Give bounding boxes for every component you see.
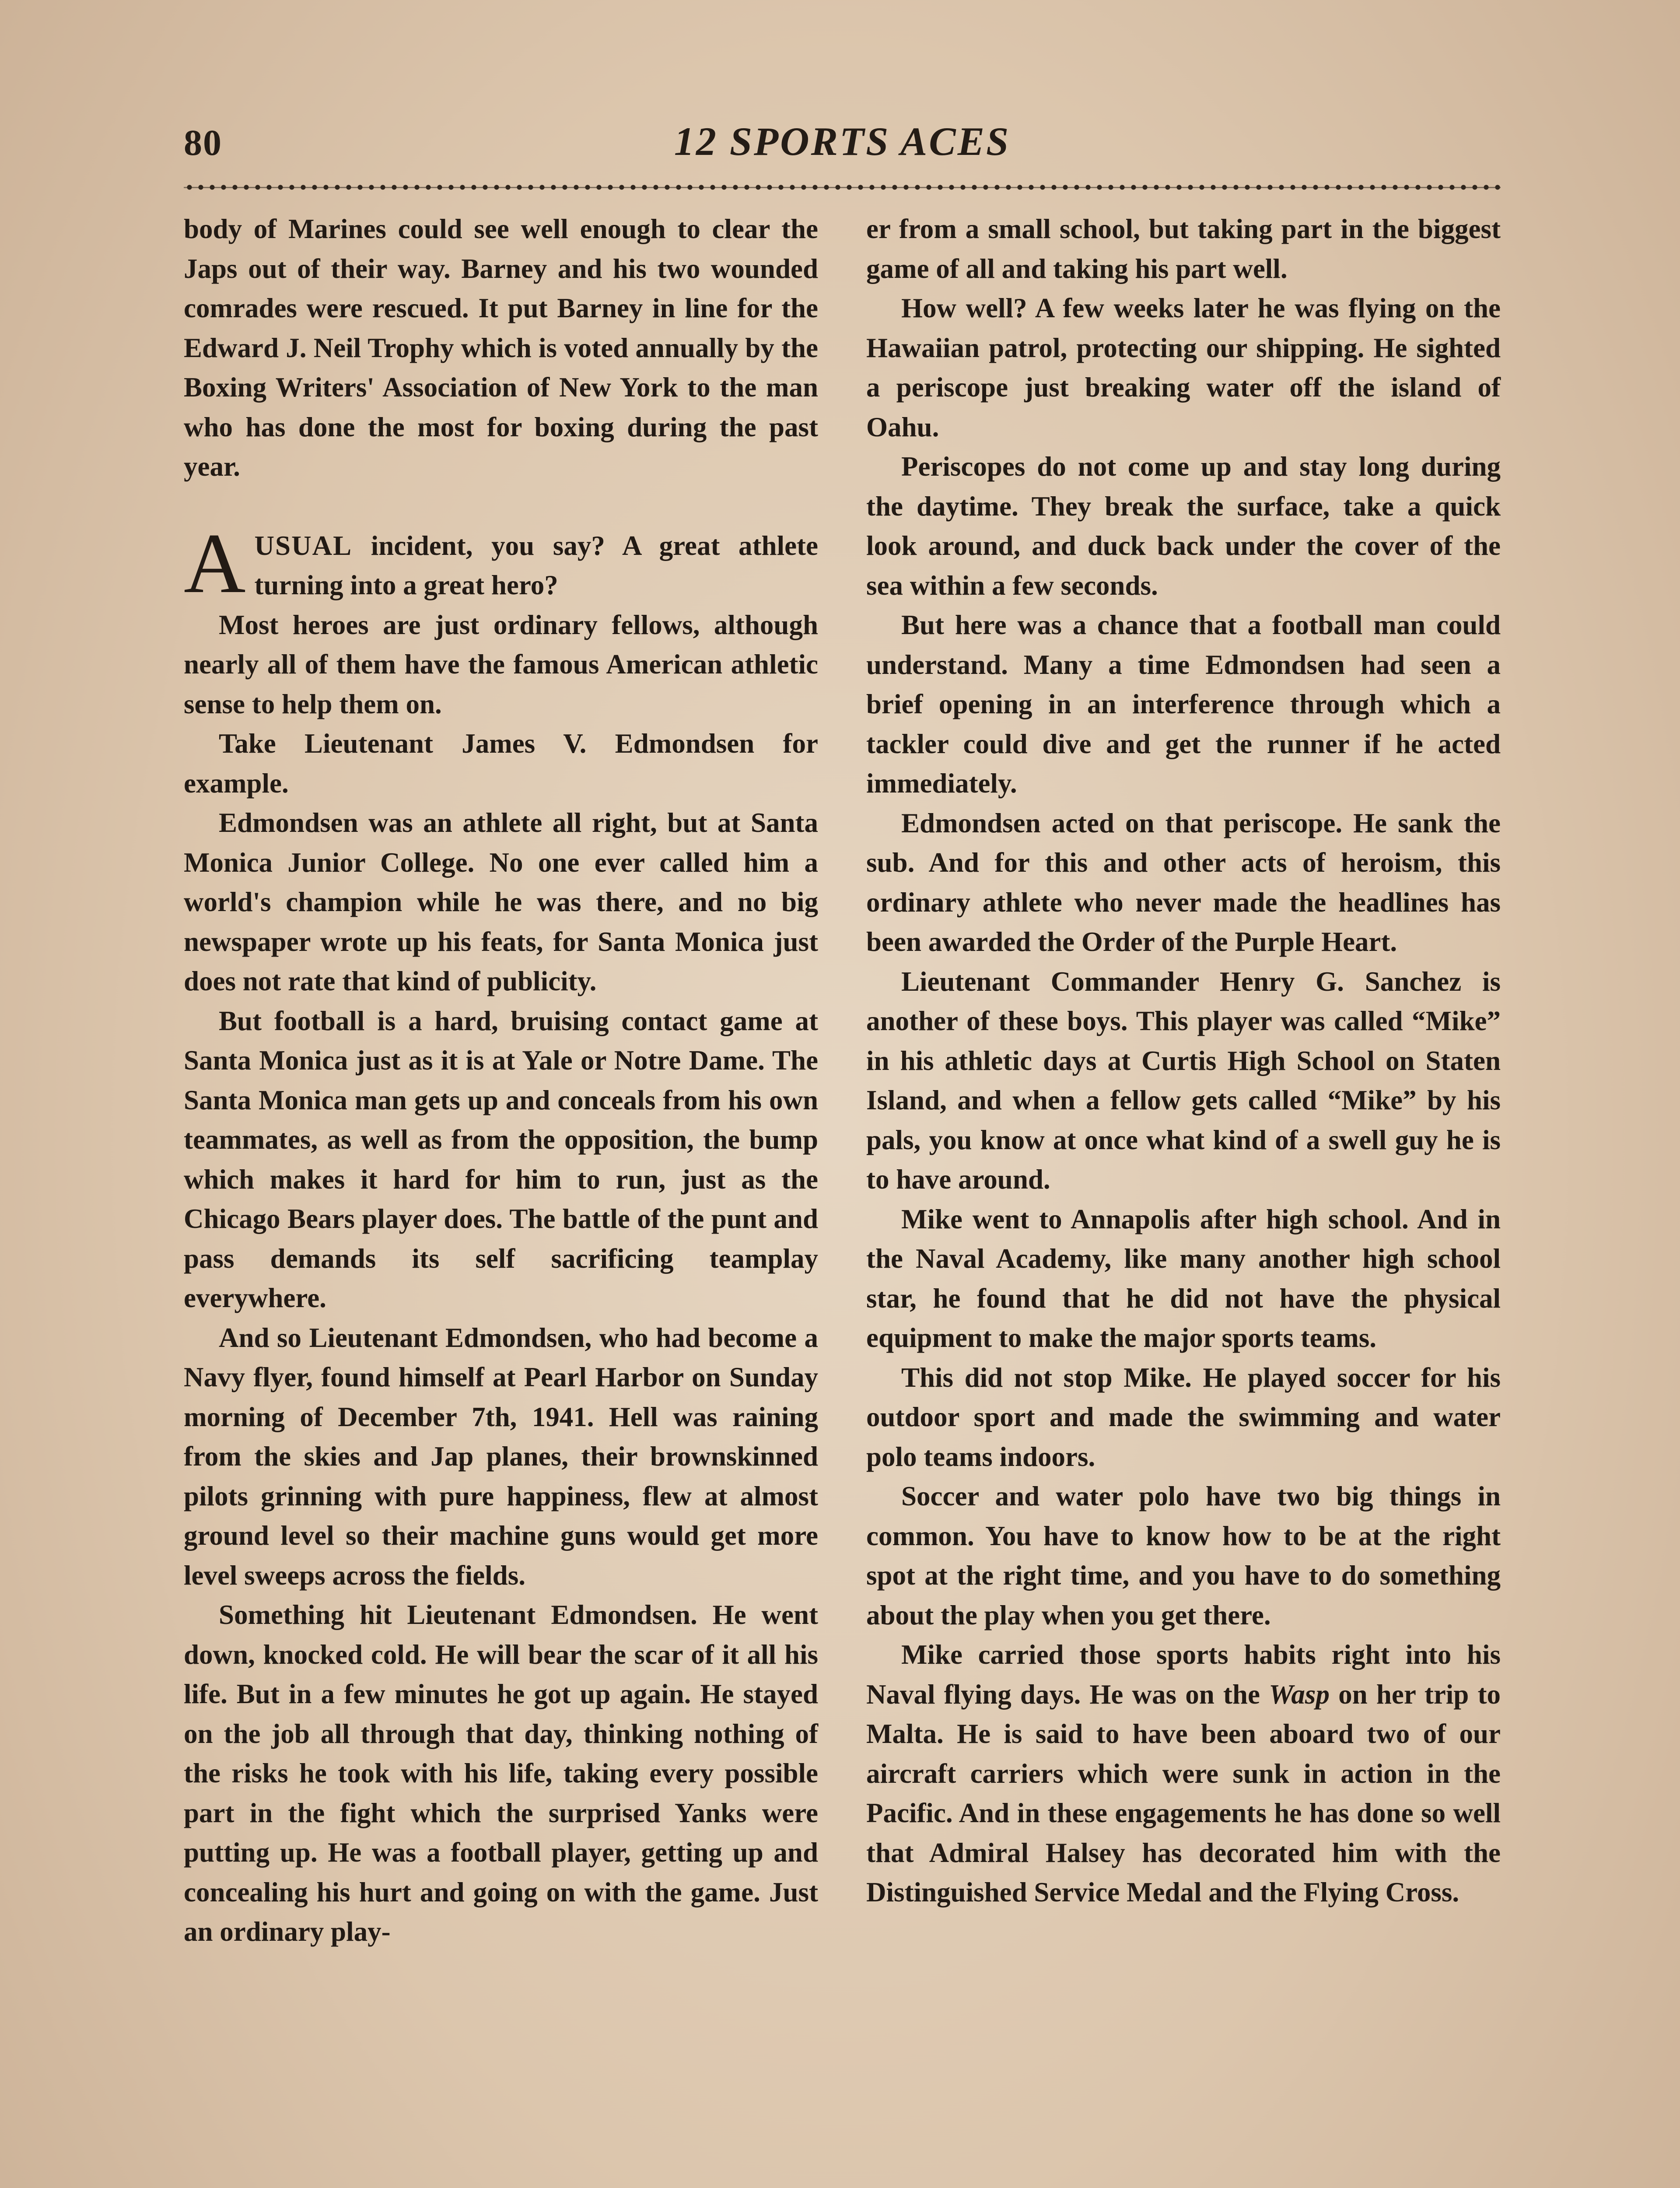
paragraph: Soccer and water polo have two big things in common. You have to know how to be at the right spot at the right time, and you have to do something about the play when you get there. bbox=[866, 1481, 1501, 1630]
paragraph: Lieutenant Commander Henry G. Sanchez is another of these boys. This player was called “Mike” in his athletic days at Curtis High School on Staten Island, and when a fellow gets called “Mike” by his pals, you know at once what kind of a swell guy he is to have around. bbox=[866, 966, 1501, 1195]
running-title: 12 SPORTS ACES bbox=[674, 119, 1011, 164]
paragraph bbox=[866, 1635, 1501, 1912]
paragraph: Edmondsen acted on that periscope. He sank the sub. And for this and other acts of heroism, this ordinary athlete who never made the headlines has been awarded the Order of the Purple Heart. bbox=[866, 807, 1501, 957]
paragraph: But football is a hard, bruising contact game at Santa Monica just as it is at Yale or Notre Dame. The Santa Monica man gets up and conceals from his own teammates, as well as from the opposition, the bump which makes it hard for him to run, just as the Chicago Bears player does. The battle of the punt and pass demands its self sacrificing teamplay everywhere. bbox=[184, 1005, 818, 1313]
paragraph: Periscopes do not come up and stay long during the daytime. They break the surface, take a quick look around, and duck back under the cover of the sea within a few seconds. bbox=[866, 451, 1501, 601]
right-column bbox=[866, 209, 1501, 1912]
ship-name: Wasp bbox=[1269, 1679, 1330, 1710]
paragraph-text: on her trip to Malta. He is said to have been aboard two of our aircraft carriers which were sunk in action in the Pacific. And in these engagements he has done so well that Admiral Halsey has decorated him with the Distinguished Service Medal and the Flying Cross. bbox=[866, 1679, 1501, 1907]
paragraph: Something hit Lieutenant Edmondsen. He went down, knocked cold. He will bear the scar of it all his life. But in a few minutes he got up again. He stayed on the job all through that day, thinking nothing of the risks he took with his life, taking every possible part in the fight which the surprised Yanks were putting up. He was a football player, getting up and concealing his hurt and going on with the game. Just an ordinary play- bbox=[184, 1599, 818, 1947]
paragraph: And so Lieutenant Edmondsen, who had become a Navy flyer, found himself at Pearl Harbor on Sunday morning of December 7th, 1941. Hell was raining from the skies and Jap planes, their brownskinned pilots grinning with pure happiness, flew at almost ground level so their machine guns would get more level sweeps across the fields. bbox=[184, 1322, 818, 1591]
page-number: 80 bbox=[184, 123, 222, 163]
paragraph-text: Mike carried those sports habits right into his Naval flying days. He was on the bbox=[866, 1639, 1501, 1710]
paragraph: Edmondsen was an athlete all right, but at Santa Monica Junior College. No one ever called him a world's champion while he was there, and no big newspaper wrote up his feats, for Santa Monica just does not rate that kind of publicity. bbox=[184, 807, 818, 996]
paragraph: er from a small school, but taking part in the biggest game of all and taking his part well. bbox=[866, 214, 1501, 284]
paragraph-text: incident, you say? A great athlete turning into a great hero? bbox=[254, 530, 818, 600]
paragraph: body of Marines could see well enough to clear the Japs out of their way. Barney and his two wounded comrades were rescued. It put Barney in line for the Edward J. Neil Trophy which is voted annually by the Boxing Writers' Association of New York to the man who has done the most for boxing during the past year. bbox=[184, 214, 818, 482]
paragraph: This did not stop Mike. He played soccer for his outdoor sport and made the swimming and water polo teams indoors. bbox=[866, 1362, 1501, 1472]
header-divider bbox=[184, 184, 1501, 191]
drop-cap: A bbox=[184, 515, 246, 611]
left-column bbox=[184, 209, 818, 1952]
paragraph: Mike went to Annapolis after high school. And in the Naval Academy, like many another high school star, he found that he did not have the physical equipment to make the major sports teams. bbox=[866, 1203, 1501, 1353]
paragraph: But here was a chance that a football man could understand. Many a time Edmondsen had seen a brief opening in an interference through which a tackler could dive and get the runner if he acted immediately. bbox=[866, 610, 1501, 799]
page-header bbox=[184, 118, 1501, 184]
lead-in: USUAL bbox=[254, 530, 353, 561]
paragraph: Most heroes are just ordinary fellows, although nearly all of them have the famous American athletic sense to help them on. bbox=[184, 609, 818, 719]
paragraph: Take Lieutenant James V. Edmondsen for example. bbox=[184, 728, 818, 799]
paragraph: How well? A few weeks later he was flying on the Hawaiian patrol, protecting our shipping. He sighted a periscope just breaking water off the island of Oahu. bbox=[866, 293, 1501, 442]
dropcap-paragraph bbox=[184, 515, 818, 611]
article-body bbox=[173, 209, 1512, 2188]
